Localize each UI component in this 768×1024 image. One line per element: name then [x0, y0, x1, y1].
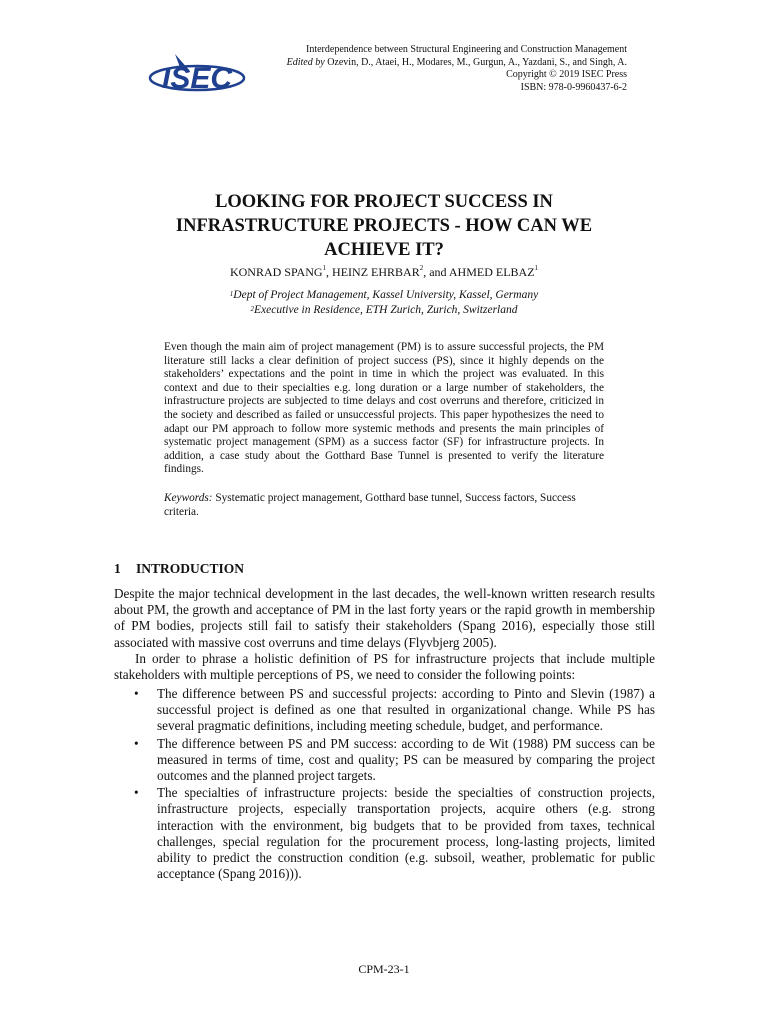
paragraph: Despite the major technical development in the last decades, the well-known written research results about PM, the growth and acceptance of PM in the last forty years or the rapid growth in membership of PM bodies, projects still fail to satisfy their stakeholders (Spang 2016), especially those still associated with massive cost overruns and time delays (Flyvbjerg 2005). — [114, 586, 655, 650]
title-line-3: ACHIEVE IT? — [324, 240, 444, 260]
section-heading — [114, 561, 244, 577]
title-line-2: INFRASTRUCTURE PROJECTS - HOW CAN WE — [175, 216, 593, 236]
editors-line — [157, 57, 627, 70]
edited-label: Edited by — [286, 56, 325, 68]
bullet-icon: • — [134, 785, 139, 801]
bullet-icon: • — [134, 686, 139, 701]
affiliation-1-text: Dept of Project Management, Kassel University, Kassel, Germany — [233, 289, 539, 301]
affiliations — [100, 288, 668, 317]
bullet-item — [114, 686, 655, 735]
affiliation-2-text: Executive in Residence, ETH Zurich, Zurich, Switzerland — [254, 303, 518, 316]
bullet-text: The specialties of infrastructure projects: beside the specialties of construction projects, infrastructure projects, especially transportation projects, acquire others (e.g. strong interaction with the environment, big budgets that to be provided from taxes, technical challenges, special regulation for the procurement process, long-lasting projects, limited ability to predict the construction condition (e.g. subsoil, weather, problematic for public acceptance (Spang 2016))). — [157, 785, 655, 882]
affiliation-1 — [100, 288, 668, 303]
affiliation-2 — [100, 303, 668, 318]
section-number: 1 — [114, 561, 121, 576]
paper-title — [100, 190, 668, 262]
bullet-list — [114, 686, 655, 883]
author-3: , and AHMED ELBAZ — [423, 265, 535, 279]
bullet-text: The difference between PS and successful projects: according to Pinto and Slevin (1987) a successful project is defined as one that resulted in organizational change. While PS has several pragmatic definitions, including meeting schedule, budget, and performance. — [157, 686, 655, 734]
bullet-item — [114, 785, 655, 882]
editors: Ozevin, D., Ataei, H., Modares, M., Gurgun, A., Yazdani, S., and Singh, A. — [324, 56, 627, 68]
affiliation-1-sup: 1 — [229, 290, 234, 298]
isbn: ISBN: 978-0-9960437-6-2 — [520, 81, 627, 93]
author-list — [100, 265, 668, 280]
section-title: INTRODUCTION — [136, 561, 245, 576]
keywords — [164, 492, 604, 519]
author-3-sup: 1 — [534, 264, 539, 272]
author-2-sup: 2 — [419, 264, 424, 272]
keywords-text: Systematic project management, Gotthard base tunnel, Success factors, Success criteria. — [164, 492, 576, 518]
affiliation-2-sup: 2 — [250, 304, 254, 313]
bullet-icon: • — [134, 735, 139, 751]
author-2: , HEINZ EHRBAR — [326, 265, 420, 279]
title-line-1: LOOKING FOR PROJECT SUCCESS IN — [215, 192, 553, 212]
keywords-label: Keywords: — [164, 492, 213, 504]
running-header — [157, 44, 627, 94]
copyright: Copyright © 2019 ISEC Press — [506, 69, 627, 80]
author-1-sup: 1 — [322, 264, 327, 272]
page-number: CPM-23-1 — [358, 962, 410, 976]
logo-text: ISEC — [161, 62, 233, 95]
conference-title: Interdependence between Structural Engineering and Construction Management — [306, 44, 627, 55]
author-1: KONRAD SPANG — [229, 265, 323, 279]
bullet-item — [114, 736, 655, 785]
bullet-text: The difference between PS and PM success: according to de Wit (1988) PM success can be measured in terms of time, cost and quality; PS can be measured by comparing the project outcomes and the planned project targets. — [157, 735, 655, 784]
paragraph: In order to phrase a holistic definition of PS for infrastructure projects that include multiple stakeholders with multiple perceptions of PS, we need to consider the following points: — [114, 651, 655, 683]
abstract: Even though the main aim of project management (PM) is to assure successful projects, the PM literature still lacks a clear definition of project success (PS), since it highly depends on the stakeholders’ expectations and the point in time in which the project was evaluated. In this context and due to their specialties e.g. long duration or a large number of stakeholders, the infrastructure projects are subjected to time delays and cost overruns and therefore, criticized in the society and described as failed or unsuccessful projects. This paper hypothesizes the need to adapt our PM approach to follow more systemic methods and presents the main principles of systematic project management (SPM) as a success factor (SF) for infrastructure projects. In addition, a case study about the Gotthard Base Tunnel is presented to verify the literature findings. — [164, 341, 604, 476]
